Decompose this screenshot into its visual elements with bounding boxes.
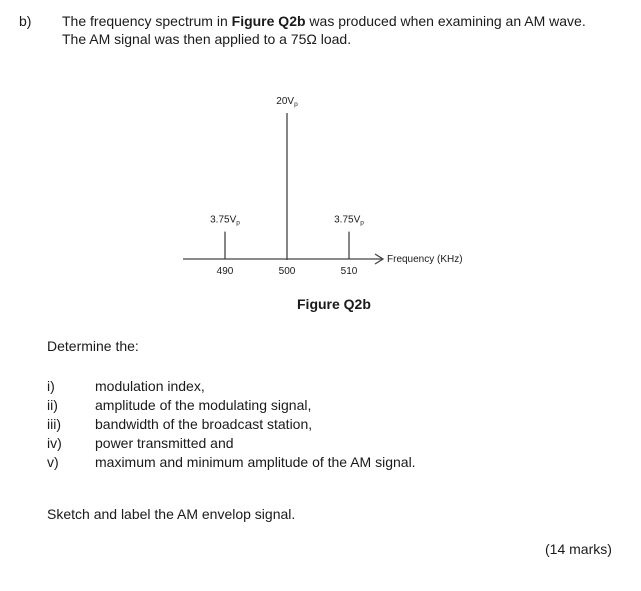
question-label: b) [19, 13, 32, 29]
sketch-instruction: Sketch and label the AM envelop signal. [47, 506, 296, 522]
task-text: maximum and minimum amplitude of the AM signal. [95, 454, 416, 470]
x-axis-label: Frequency (KHz) [387, 254, 463, 265]
task-number: ii) [47, 397, 58, 413]
question-text-line2: The AM signal was then applied to a 75Ω load. [62, 31, 352, 47]
task-number: i) [47, 378, 55, 394]
question-line1-post: was produced when examining an AM wave. [305, 13, 586, 29]
x-tick-label: 500 [278, 266, 296, 277]
task-number: iv) [47, 435, 62, 451]
task-text: bandwidth of the broadcast station, [95, 416, 313, 432]
task-item [47, 454, 416, 473]
task-text: amplitude of the modulating signal, [95, 397, 312, 413]
task-list [47, 378, 416, 473]
data-value-label: $20V_p$ [276, 96, 298, 108]
chart-layer [183, 96, 463, 277]
task-item [47, 435, 416, 454]
data-value-label: $3.75V_p$ [210, 214, 240, 227]
task-number: v) [47, 454, 59, 470]
task-item [47, 416, 416, 435]
x-tick-label: 490 [216, 266, 234, 277]
task-item [47, 378, 416, 397]
figure-reference: Figure Q2b [231, 13, 306, 29]
task-text: modulation index, [95, 378, 205, 394]
data-value-label: $3.75V_p$ [334, 214, 364, 227]
task-number: iii) [47, 416, 61, 432]
figure-caption: Figure Q2b [297, 296, 371, 312]
task-item [47, 397, 416, 416]
determine-heading: Determine the: [47, 338, 139, 354]
x-tick-label: 510 [340, 266, 358, 277]
task-text: power transmitted and [95, 435, 234, 451]
question-line1-pre: The frequency spectrum in [62, 13, 232, 29]
marks-label: (14 marks) [545, 541, 612, 557]
